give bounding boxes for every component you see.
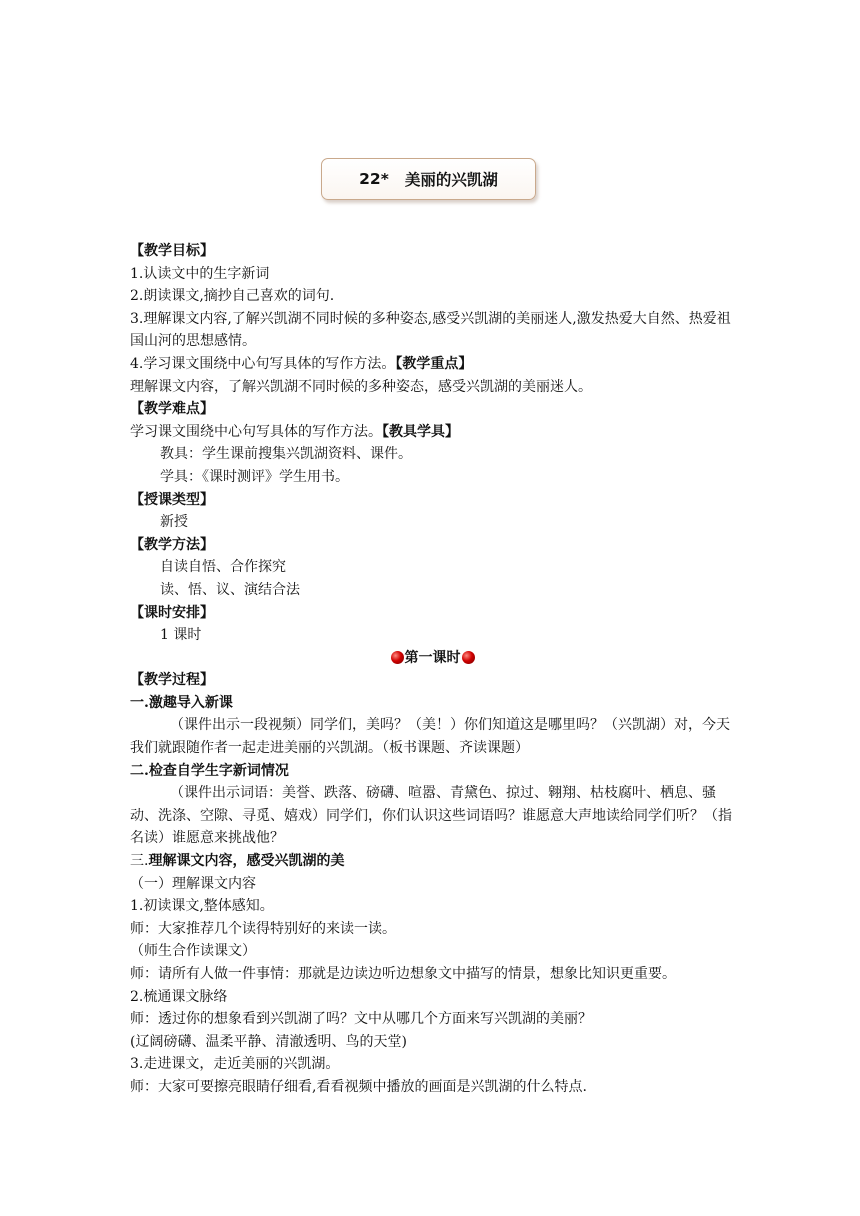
document-body — [130, 240, 735, 1099]
type-heading: 【授课类型】 — [130, 491, 214, 508]
tools-teacher: 教具：学生课前搜集兴凯湖资料、课件。 — [160, 446, 412, 463]
difficulty-line — [130, 421, 735, 444]
subsection-1: （一）理解课文内容 — [130, 875, 256, 892]
method-2: 读、悟、议、演结合法 — [160, 581, 300, 598]
difficulty-heading: 【教学难点】 — [130, 401, 214, 418]
step2-text: （课件出示词语：美誉、跌落、磅礴、喧嚣、青黛色、掠过、翱翔、枯枝腐叶、栖息、骚动、洗涤、空隙、寻觅、嬉戏）同学们，你们认识这些词语吗？谁愿意大声地读给同学们听？（指名读）谁愿意来挑战他？ — [130, 785, 732, 847]
paragraph-3: （师生合作读课文） — [130, 943, 256, 960]
lesson-number: 22* — [359, 170, 389, 188]
step3-prefix: 三. — [130, 853, 149, 870]
objective-2: 2.朗读课文,摘抄自己喜欢的词句. — [130, 288, 335, 305]
tools-heading: 【教具学具】 — [382, 423, 459, 440]
lesson-title-box — [321, 158, 536, 200]
lesson-label: 第一课时 — [404, 649, 461, 666]
paragraph-2: 师：大家推荐几个读得特别好的来读一读。 — [130, 920, 396, 937]
paragraph-9: 师：大家可要擦亮眼睛仔细看,看看视频中播放的画面是兴凯湖的什么特点. — [130, 1078, 587, 1095]
schedule-heading: 【课时安排】 — [130, 604, 214, 621]
step3-heading-line — [130, 850, 735, 873]
step1-text: （课件出示一段视频）同学们，美吗？（美！）你们知道这是哪里吗？（兴凯湖）对，今天我们就跟随作者一起走进美丽的兴凯湖。（板书课题、齐读课题） — [130, 717, 730, 757]
lesson-title: 美丽的兴凯湖 — [404, 171, 498, 189]
type-text: 新授 — [160, 514, 188, 531]
step3-heading: 理解课文内容，感受兴凯湖的美 — [148, 853, 345, 870]
objectives-heading: 【教学目标】 — [130, 243, 214, 259]
paragraph-5: 2.梳通课文脉络 — [130, 988, 228, 1005]
keypoint-heading: 【教学重点】 — [395, 355, 473, 372]
red-ball-left-icon — [391, 651, 404, 664]
objective-1: 1.认读文中的生字新词 — [130, 265, 270, 282]
schedule-text: 1 课时 — [160, 627, 202, 644]
paragraph-1: 1.初读课文,整体感知。 — [130, 898, 274, 915]
paragraph-6: 师：透过你的想象看到兴凯湖了吗？文中从哪几个方面来写兴凯湖的美丽？ — [130, 1011, 592, 1028]
keypoint-text: 理解课文内容，了解兴凯湖不同时候的多种姿态，感受兴凯湖的美丽迷人。 — [130, 378, 592, 395]
process-heading: 【教学过程】 — [130, 672, 214, 689]
difficulty-text: 学习课文围绕中心句写具体的写作方法。 — [130, 423, 382, 440]
objective-3: 3.理解课文内容,了解兴凯湖不同时候的多种姿态,感受兴凯湖的美丽迷人,激发热爱大自然、热爱祖国山河的思想感情。 — [130, 310, 731, 350]
objective-4: 4.学习课文围绕中心句写具体的写作方法。 — [130, 355, 396, 372]
paragraph-4: 师：请所有人做一件事情：那就是边读边听边想象文中描写的情景，想象比知识更重要。 — [130, 966, 676, 982]
lesson-divider — [130, 647, 735, 670]
tools-student: 学具：《课时测评》学生用书。 — [160, 468, 349, 485]
step2-heading: 二.检查自学生字新词情况 — [130, 762, 289, 779]
method-heading: 【教学方法】 — [130, 536, 214, 553]
method-1: 自读自悟、合作探究 — [160, 559, 286, 576]
red-ball-right-icon — [462, 651, 475, 664]
objective-4-line — [130, 353, 735, 376]
paragraph-8: 3.走进课文，走近美丽的兴凯湖。 — [130, 1056, 340, 1073]
step1-heading: 一.激趣导入新课 — [130, 694, 233, 711]
paragraph-7: (辽阔磅礴、温柔平静、清澈透明、鸟的天堂) — [130, 1033, 407, 1050]
